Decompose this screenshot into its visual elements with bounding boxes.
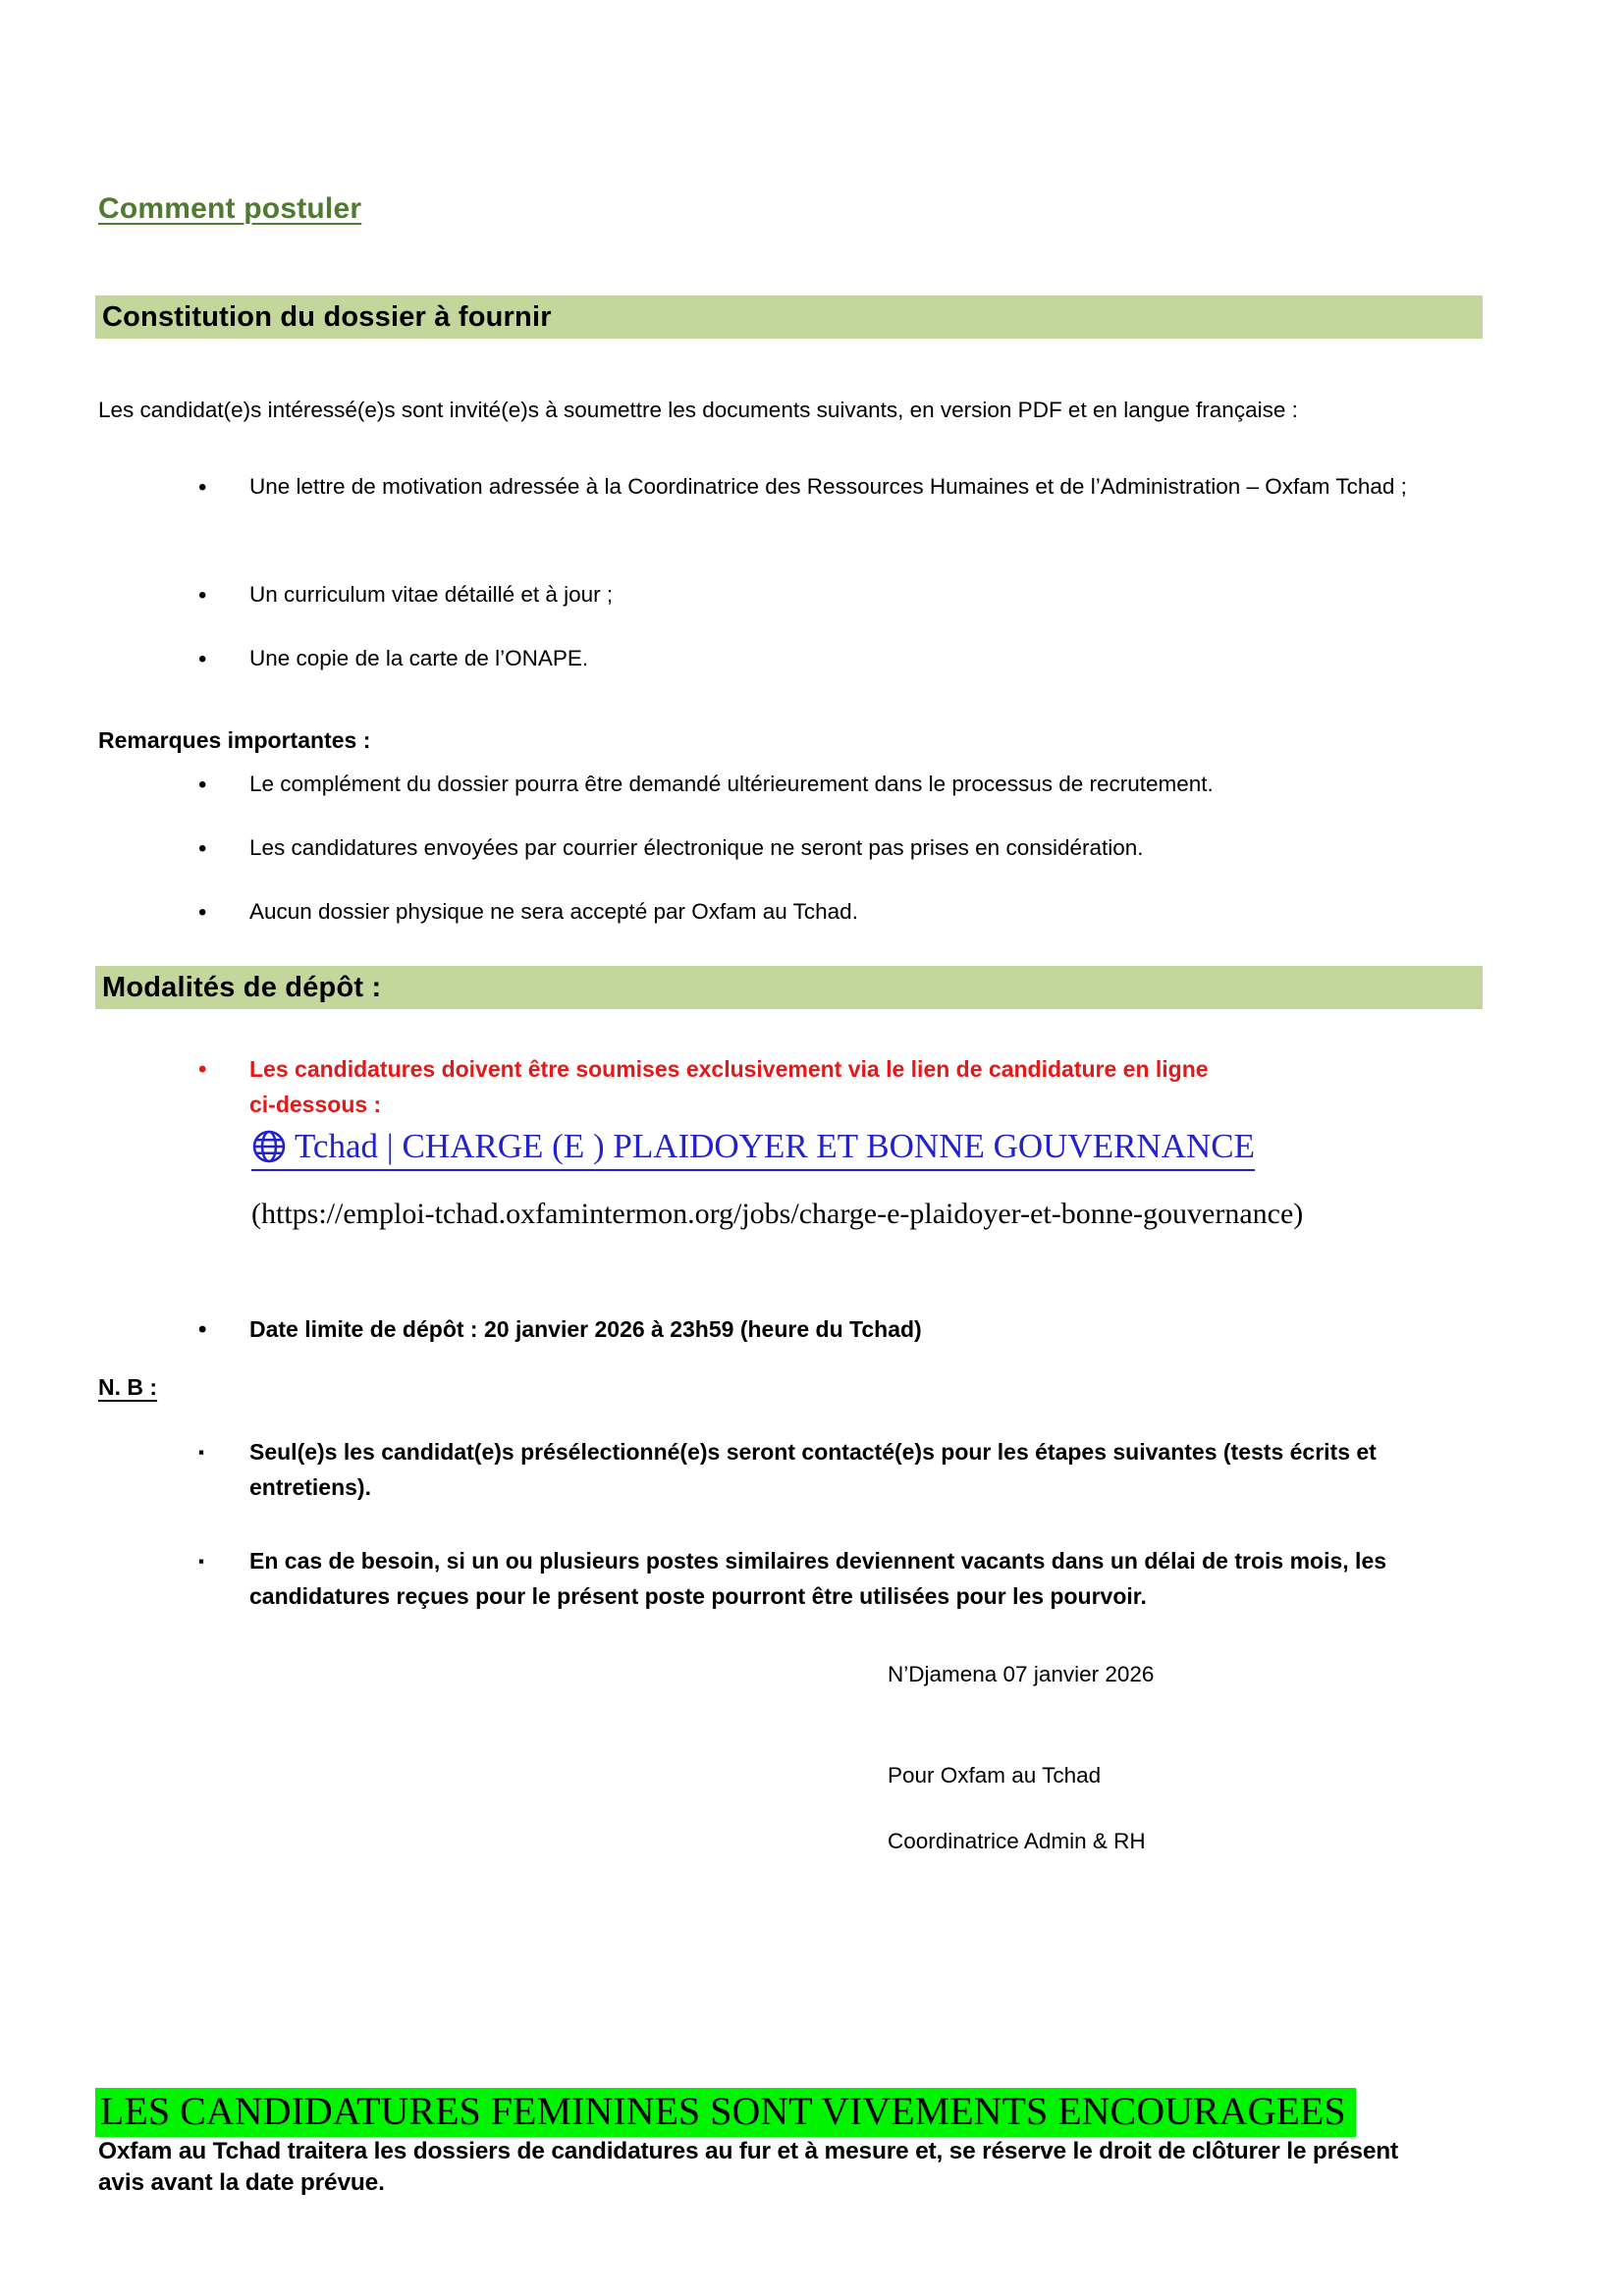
list-item-red bbox=[198, 1051, 1231, 1123]
bullet-dot-icon bbox=[198, 641, 249, 678]
list-item-text: Les candidatures envoyées par courrier électronique ne seront pas prises en considération. bbox=[249, 835, 1144, 860]
list-item-text: Aucun dossier physique ne sera accepté par Oxfam au Tchad. bbox=[249, 899, 858, 924]
bullet-dot-icon bbox=[198, 1311, 249, 1349]
signature-role-line: Coordinatrice Admin & RH bbox=[888, 1829, 1146, 1853]
list-item bbox=[198, 894, 1467, 932]
bullet-dot-icon bbox=[198, 767, 249, 804]
heading-comment-postuler: Comment postuler bbox=[98, 192, 362, 225]
list-item bbox=[198, 641, 1467, 678]
highlighted-encouragement-banner: LES CANDIDATURES FEMININES SONT VIVEMENTS ENCOURAGEES bbox=[95, 2088, 1356, 2137]
list-item-text: Une copie de la carte de l’ONAPE. bbox=[249, 646, 589, 670]
bullet-dot-icon bbox=[198, 894, 249, 932]
section-header-modalites: Modalités de dépôt : bbox=[95, 966, 1483, 1009]
job-application-url: (https://emploi-tchad.oxfamintermon.org/jobs/charge-e-plaidoyer-et-bonne-gouvernance) bbox=[251, 1198, 1304, 1230]
list-item-text: Les candidatures doivent être soumises exclusivement via le lien de candidature en ligne ci-dessous : bbox=[249, 1056, 1209, 1118]
list-item-text: Un curriculum vitae détaillé et à jour ; bbox=[249, 582, 614, 607]
list-item-text: En cas de besoin, si un ou plusieurs postes similaires deviennent vacants dans un délai de trois mois, les candidatures reçues pour le présent poste pourront être utilisées pour les pourvoir. bbox=[249, 1548, 1387, 1610]
job-application-link[interactable] bbox=[251, 1127, 1255, 1171]
list-item bbox=[198, 577, 1467, 614]
bullet-dot-icon bbox=[198, 577, 249, 614]
nb-title: N. B : bbox=[98, 1374, 158, 1400]
deadline-text: Date limite de dépôt : 20 janvier 2026 à 23h59 (heure du Tchad) bbox=[249, 1316, 922, 1342]
list-item bbox=[198, 469, 1467, 507]
list-item-text: Le complément du dossier pourra être demandé ultérieurement dans le processus de recrutement. bbox=[249, 772, 1214, 796]
list-item-deadline bbox=[198, 1311, 1467, 1349]
list-item bbox=[198, 830, 1467, 868]
bullet-dot-icon bbox=[198, 830, 249, 868]
bullet-square-icon bbox=[198, 1434, 249, 1469]
footer-note: Oxfam au Tchad traitera les dossiers de candidatures au fur et à mesure et, se réserve le droit de clôturer le présent avis avant la date prévue. bbox=[98, 2138, 1398, 2196]
list-item-nb bbox=[198, 1543, 1467, 1615]
list-item-text: Seul(e)s les candidat(e)s présélectionné(e)s seront contacté(e)s pour les étapes suivantes (tests écrits et entretiens). bbox=[249, 1439, 1377, 1501]
globe-icon bbox=[251, 1129, 287, 1164]
intro-paragraph: Les candidat(e)s intéressé(e)s sont invité(e)s à soumettre les documents suivants, en version PDF et en langue française : bbox=[98, 397, 1298, 422]
bullet-square-icon bbox=[198, 1543, 249, 1578]
list-item-nb bbox=[198, 1434, 1467, 1506]
list-item-text: Une lettre de motivation adressée à la Coordinatrice des Ressources Humaines et de l’Administration – Oxfam Tchad ; bbox=[249, 474, 1407, 499]
job-application-link-text: Tchad | CHARGE (E ) PLAIDOYER ET BONNE GOUVERNANCE bbox=[295, 1127, 1255, 1165]
bullet-dot-icon bbox=[198, 469, 249, 507]
remarks-title: Remarques importantes : bbox=[98, 727, 371, 753]
list-item bbox=[198, 767, 1467, 804]
signature-for-line: Pour Oxfam au Tchad bbox=[888, 1763, 1102, 1788]
signature-place-date: N’Djamena 07 janvier 2026 bbox=[888, 1662, 1155, 1686]
bullet-dot-icon bbox=[198, 1051, 249, 1089]
section-header-constitution: Constitution du dossier à fournir bbox=[95, 295, 1483, 339]
